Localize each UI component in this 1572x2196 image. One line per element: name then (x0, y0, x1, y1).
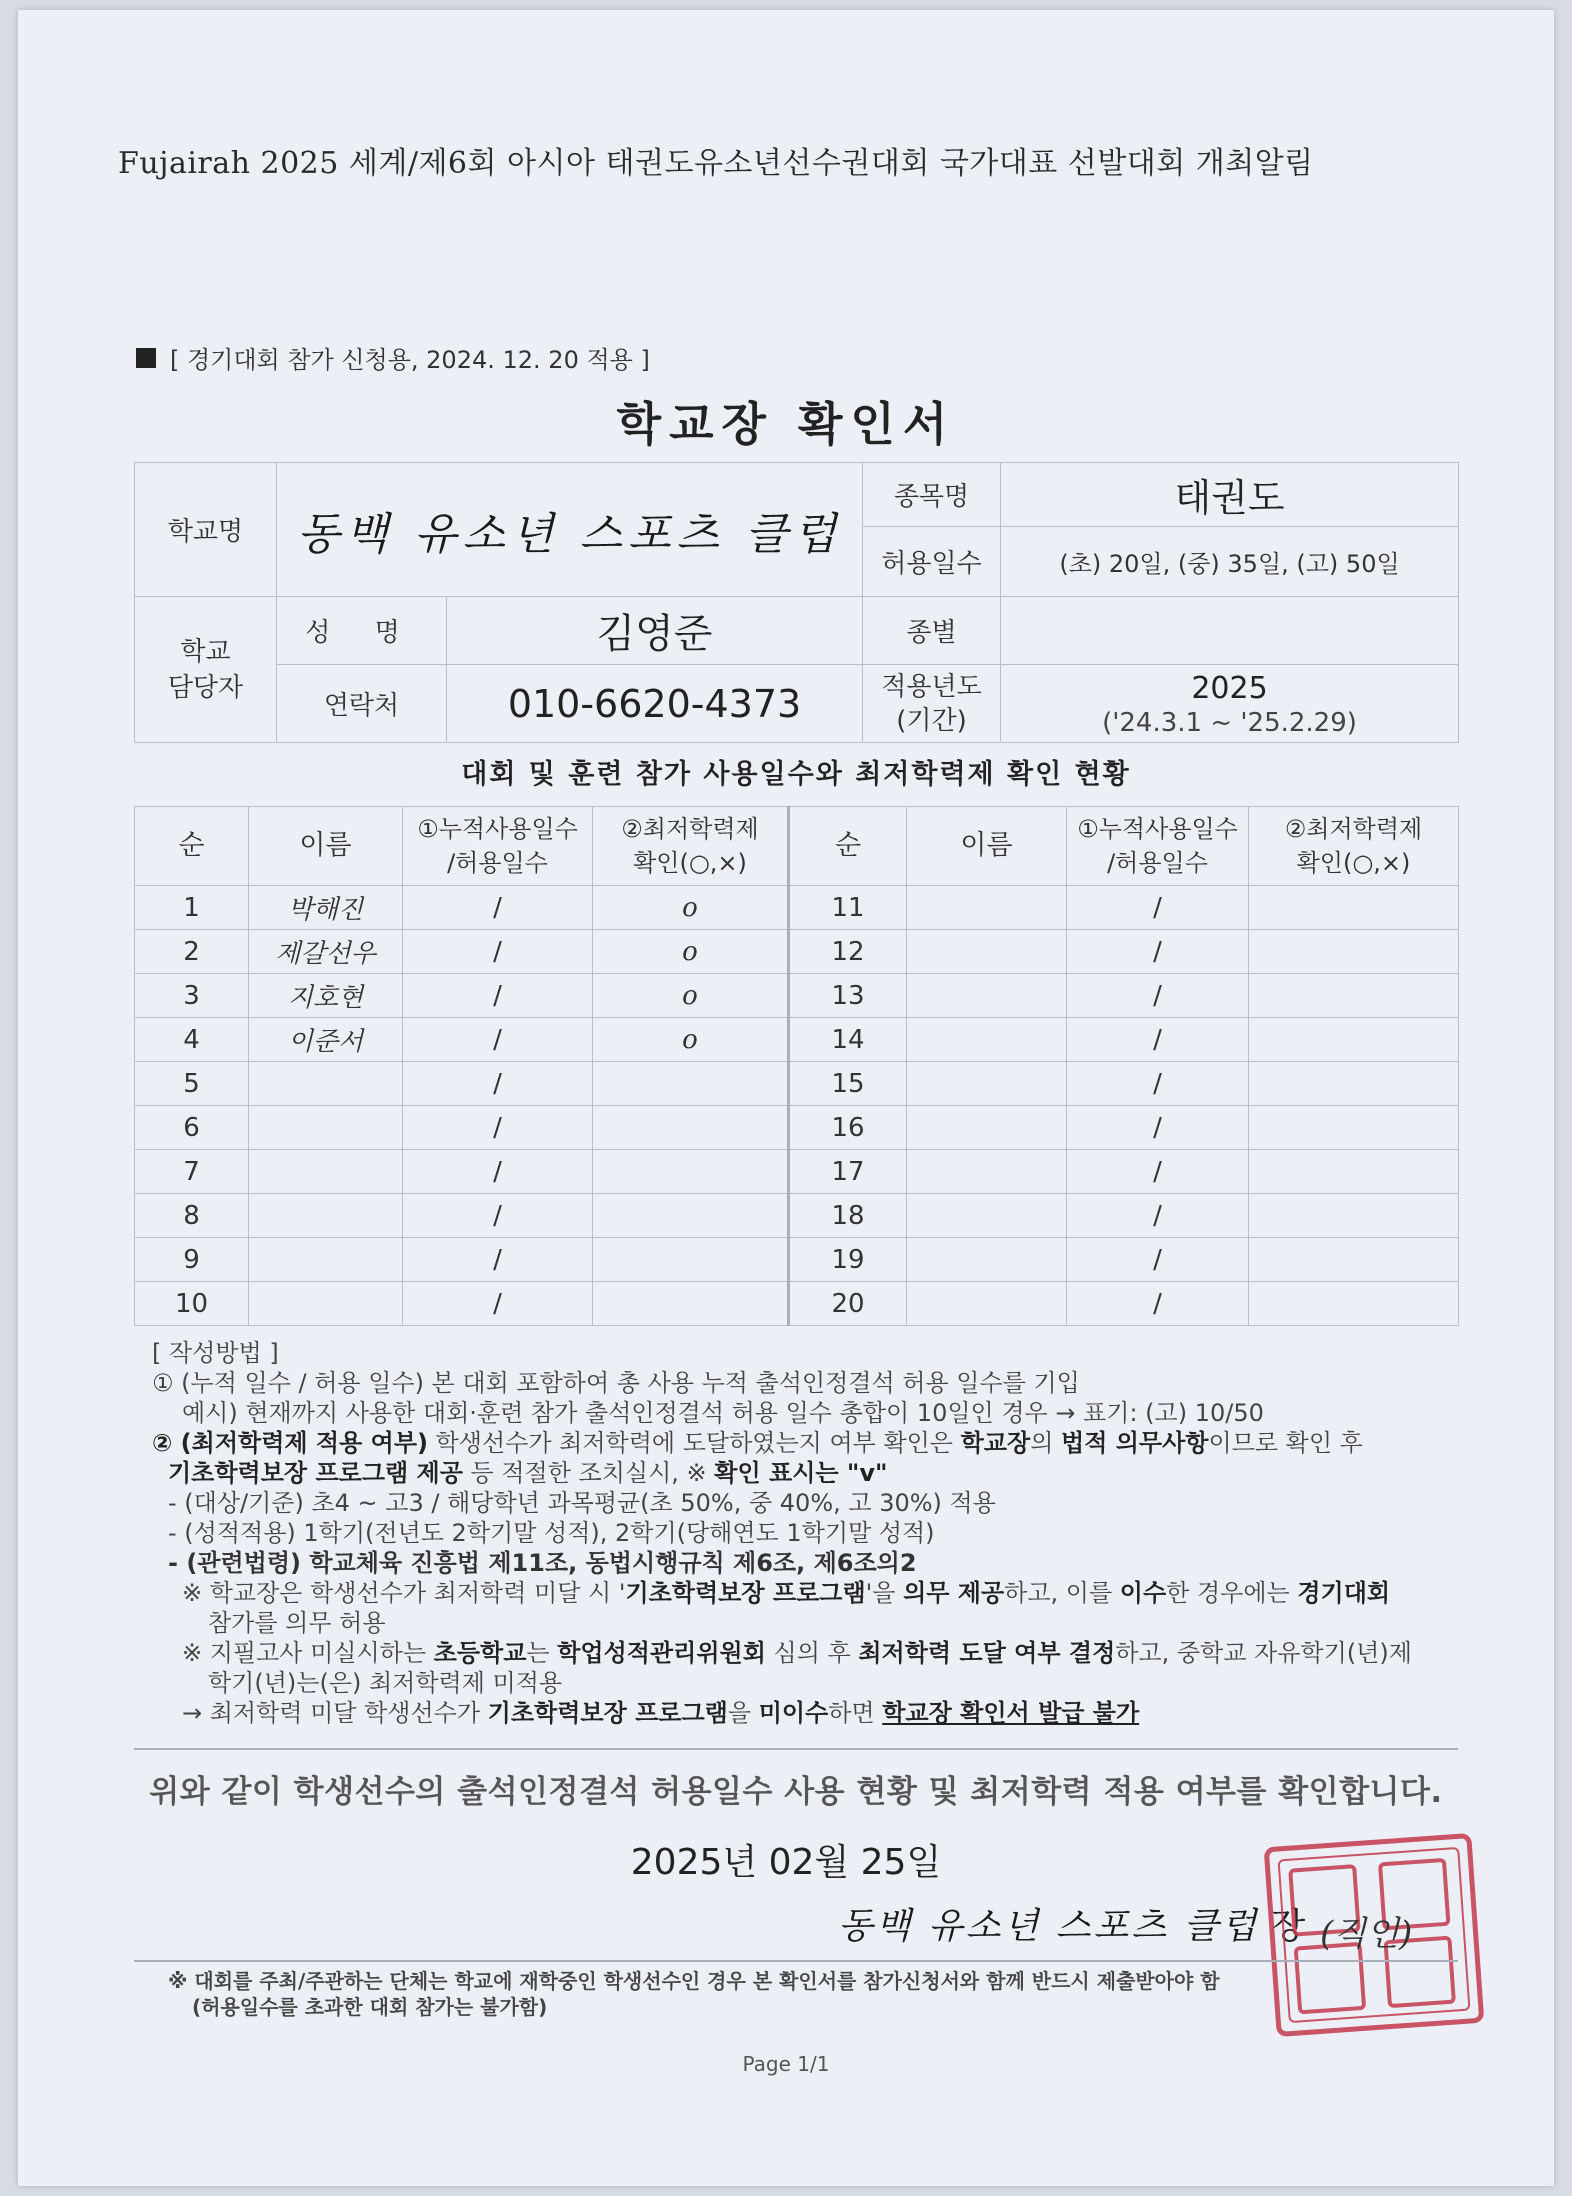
row-days: / (1067, 886, 1249, 930)
row-number: 20 (789, 1282, 907, 1326)
school-name-handwriting: 동백 유소년 스포츠 클럽 (297, 508, 842, 560)
row-check-mark (1249, 1282, 1459, 1326)
participants-section-title: 대회 및 훈련 참가 사용일수와 최저학력제 확인 현황 (461, 759, 1131, 790)
year-value: 2025 (1191, 670, 1268, 706)
announcement-header: Fujairah 2025 세계/제6회 아시아 태권도유소년선수권대회 국가대표 선발대회 개최알림 (118, 146, 1314, 181)
row-days: / (403, 1194, 593, 1238)
col-header-no-2: 순 (789, 807, 907, 886)
row-name (907, 1238, 1067, 1282)
row-name (907, 886, 1067, 930)
period-value: ('24.3.1 ~ '25.2.29) (1102, 707, 1357, 738)
remark-2-bold-b: 학업성적관리위원회 (557, 1639, 766, 1667)
table-row (135, 1018, 1459, 1062)
table-row (135, 930, 1459, 974)
row-days: / (1067, 1282, 1249, 1326)
remark-2-c: 심의 후 (765, 1639, 859, 1667)
row-name (249, 1106, 403, 1150)
footnote (168, 1968, 1468, 2020)
row-days: / (403, 1018, 593, 1062)
footnote-divider (134, 1960, 1458, 1962)
footnote-line-1: ※ 대회를 주최/주관하는 단체는 학교에 재학중인 학생선수인 경우 본 확인서를 참가신청서와 함께 반드시 제출받아야 함 (168, 1969, 1220, 1993)
signature-line (838, 1898, 1305, 1949)
row-days: / (1067, 1194, 1249, 1238)
sport-label: 종목명 (863, 463, 1001, 527)
remark-1-b: '을 (865, 1579, 904, 1607)
row-name (249, 1194, 403, 1238)
row-days: / (403, 886, 593, 930)
row-check-mark (1249, 1238, 1459, 1282)
row-number: 9 (135, 1238, 249, 1282)
col-header-days-2: ①누적사용일수 /허용일수 (1067, 807, 1249, 886)
confirm-divider (134, 1748, 1458, 1750)
row-number: 13 (789, 974, 907, 1018)
row-days: / (403, 1106, 593, 1150)
row-name (907, 1194, 1067, 1238)
table-row (135, 1062, 1459, 1106)
row-check-mark (1249, 1018, 1459, 1062)
row-check-mark (1249, 1194, 1459, 1238)
remark-1-bold-d: 경기대회 (1297, 1579, 1391, 1607)
criteria-grades: - (성적적용) 1학기(전년도 2학기말 성적), 2학기(당해연도 1학기말 성적) (168, 1519, 935, 1547)
remark-1 (152, 1578, 1472, 1608)
instruction-1-example: 예시) 현재까지 사용한 대회·훈련 참가 출석인정결석 허용 일수 총합이 10일인 경우 → 표기: (고) 10/50 (182, 1399, 1264, 1427)
row-name (249, 1238, 403, 1282)
remark-1-a: ※ 학교장은 학생선수가 최저학력 미달 시 ' (182, 1579, 626, 1607)
page-number: Page 1/1 (742, 2052, 830, 2076)
row-days: / (1067, 1150, 1249, 1194)
instruction-2-cont (152, 1458, 1472, 1488)
row-check-mark (593, 1150, 789, 1194)
instruction-1-label: ① (누적 일수 / 허용 일수) (152, 1369, 424, 1397)
row-number: 4 (135, 1018, 249, 1062)
instruction-2-bold-d: 확인 표시는 "v" (714, 1459, 888, 1487)
signer-suffix: 장 (1270, 1906, 1306, 1947)
school-info-table (134, 462, 1459, 743)
criteria-law: - (관련법령) 학교체육 진흥법 제11조, 동법시행규칙 제6조, 제6조의2 (168, 1549, 917, 1577)
instruction-2-bold-b: 법적 의무사항 (1061, 1429, 1209, 1457)
instruction-1-text: 본 대회 포함하여 총 사용 누적 출석인정결석 허용 일수를 기입 (423, 1369, 1080, 1397)
instruction-1 (152, 1368, 1472, 1398)
school-name-value (277, 463, 863, 597)
table-row (135, 1106, 1459, 1150)
instruction-2-label: ② (최저학력제 적용 여부) (152, 1429, 428, 1457)
remark-3-bold-a: 기초학력보장 프로그램 (487, 1699, 728, 1727)
instruction-2-text-b: 의 (1030, 1429, 1062, 1457)
seal-label: (직인) (1320, 1914, 1413, 1954)
row-name: 제갈선우 (249, 930, 403, 974)
row-check-mark (1249, 1150, 1459, 1194)
allowed-days-value: (초) 20일, (중) 35일, (고) 50일 (1001, 527, 1459, 597)
row-days: / (403, 974, 593, 1018)
row-days: / (1067, 974, 1249, 1018)
row-check-mark (1249, 1062, 1459, 1106)
instruction-2-text-a: 학생선수가 최저학력에 도달하였는지 여부 확인은 (427, 1429, 961, 1457)
instruction-2-bold-c: 기초학력보장 프로그램 제공 (168, 1459, 463, 1487)
instruction-2-text-d: 등 적절한 조치실시, ※ (462, 1459, 715, 1487)
row-number: 18 (789, 1194, 907, 1238)
row-number: 12 (789, 930, 907, 974)
row-name (907, 1150, 1067, 1194)
footnote-line-2: (허용일수를 초과한 대회 참가는 불가함) (192, 1995, 548, 2019)
row-days: / (1067, 1018, 1249, 1062)
form-usage-tag (136, 340, 650, 375)
row-number: 19 (789, 1238, 907, 1282)
instruction-2-text-c: 이므로 확인 후 (1208, 1429, 1363, 1457)
row-check-mark: o (593, 930, 789, 974)
col-header-name: 이름 (249, 807, 403, 886)
remark-1-bold-b: 의무 제공 (903, 1579, 1005, 1607)
instructions-block (152, 1338, 1472, 1728)
col-header-check-2: ②최저학력제 확인(○,×) (1249, 807, 1459, 886)
remark-2-cont: 학기(년)는(은) 최저학력제 미적용 (208, 1669, 563, 1697)
row-name (249, 1150, 403, 1194)
row-name: 지호현 (249, 974, 403, 1018)
remark-2-d: 하고, 중학교 자유학기(년)제 (1115, 1639, 1412, 1667)
row-check-mark (1249, 974, 1459, 1018)
row-number: 17 (789, 1150, 907, 1194)
remark-3-b: 을 (727, 1699, 759, 1727)
table-row (135, 1282, 1459, 1326)
row-name (907, 974, 1067, 1018)
row-days: / (403, 1238, 593, 1282)
row-number: 10 (135, 1282, 249, 1326)
row-number: 3 (135, 974, 249, 1018)
row-check-mark (1249, 886, 1459, 930)
row-name (907, 930, 1067, 974)
row-days: / (403, 930, 593, 974)
table-row (135, 974, 1459, 1018)
remark-2 (152, 1638, 1472, 1668)
row-name: 박해진 (249, 886, 403, 930)
row-check-mark (593, 1194, 789, 1238)
allowed-days-label: 허용일수 (863, 527, 1001, 597)
table-row (135, 1238, 1459, 1282)
row-name (907, 1106, 1067, 1150)
remark-1-bold-a: 기초학력보장 프로그램 (625, 1579, 866, 1607)
square-bullet-icon (136, 348, 156, 368)
row-check-mark (1249, 930, 1459, 974)
row-check-mark (593, 1282, 789, 1326)
remark-2-bold-c: 최저학력 도달 여부 결정 (858, 1639, 1116, 1667)
remark-3-bold-b: 미이수 (758, 1699, 829, 1727)
remark-3-underline: 학교장 확인서 발급 불가 (882, 1699, 1140, 1727)
row-name (907, 1018, 1067, 1062)
person-name-value: 김영준 (447, 597, 863, 665)
school-name-label: 학교명 (135, 463, 277, 597)
row-days: / (1067, 1238, 1249, 1282)
row-days: / (1067, 1106, 1249, 1150)
row-check-mark: o (593, 886, 789, 930)
row-number: 15 (789, 1062, 907, 1106)
col-header-no: 순 (135, 807, 249, 886)
phone-value: 010-6620-4373 (447, 665, 863, 743)
row-number: 14 (789, 1018, 907, 1062)
criteria-target: - (대상/기준) 초4 ~ 고3 / 해당학년 과목평균(초 50%, 중 40%, 고 30%) 적용 (168, 1489, 996, 1517)
row-name (249, 1282, 403, 1326)
row-name (907, 1062, 1067, 1106)
year-label: 적용년도 (기간) (863, 665, 1001, 743)
row-number: 2 (135, 930, 249, 974)
confirmation-statement: 위와 같이 학생선수의 출석인정결석 허용일수 사용 현황 및 최저학력 적용 여부를 확인합니다. (149, 1774, 1443, 1810)
remark-1-bold-c: 이수 (1119, 1579, 1167, 1607)
remark-1-cont: 참가를 의무 허용 (208, 1609, 386, 1637)
row-number: 8 (135, 1194, 249, 1238)
row-check-mark (593, 1106, 789, 1150)
col-header-name-2: 이름 (907, 807, 1067, 886)
row-days: / (1067, 1062, 1249, 1106)
instruction-2 (152, 1428, 1472, 1458)
gender-label: 종별 (863, 597, 1001, 665)
row-check-mark (593, 1062, 789, 1106)
confirmation-date: 2025년 02월 25일 (630, 1842, 942, 1883)
instructions-heading: [ 작성방법 ] (152, 1339, 279, 1367)
row-check-mark (593, 1238, 789, 1282)
row-name: 이준서 (249, 1018, 403, 1062)
remark-1-d: 한 경우에는 (1166, 1579, 1298, 1607)
row-number: 6 (135, 1106, 249, 1150)
document-page (18, 10, 1554, 2186)
col-header-check: ②최저학력제 확인(○,×) (593, 807, 789, 886)
row-name (249, 1062, 403, 1106)
row-name (907, 1282, 1067, 1326)
year-cell (1001, 665, 1459, 743)
document-title: 학교장 확인서 (616, 397, 956, 451)
row-days: / (403, 1282, 593, 1326)
remark-3 (152, 1698, 1472, 1728)
contact-person-label: 학교 담당자 (135, 597, 277, 743)
row-days: / (403, 1150, 593, 1194)
row-check-mark: o (593, 974, 789, 1018)
row-number: 7 (135, 1150, 249, 1194)
row-number: 11 (789, 886, 907, 930)
remark-2-b: 는 (526, 1639, 558, 1667)
gender-value (1001, 597, 1459, 665)
signer-handwriting: 동백 유소년 스포츠 클럽 (838, 1906, 1260, 1947)
form-usage-text: [ 경기대회 참가 신청용, 2024. 12. 20 적용 ] (170, 346, 650, 374)
row-number: 1 (135, 886, 249, 930)
phone-label: 연락처 (277, 665, 447, 743)
table-row (135, 886, 1459, 930)
row-number: 5 (135, 1062, 249, 1106)
col-header-days: ①누적사용일수 /허용일수 (403, 807, 593, 886)
remark-3-c: 하면 (828, 1699, 883, 1727)
participants-header-row (135, 807, 1459, 886)
participants-table (134, 806, 1459, 1326)
row-days: / (403, 1062, 593, 1106)
instruction-2-bold-a: 학교장 (960, 1429, 1031, 1457)
remark-1-c: 하고, 이를 (1004, 1579, 1120, 1607)
remark-3-a: → 최저학력 미달 학생선수가 (182, 1699, 488, 1727)
person-name-label: 성 명 (277, 597, 447, 665)
row-number: 16 (789, 1106, 907, 1150)
remark-2-bold-a: 초등학교 (433, 1639, 527, 1667)
table-row (135, 1150, 1459, 1194)
table-row (135, 1194, 1459, 1238)
sport-value: 태권도 (1001, 463, 1459, 527)
remark-2-a: ※ 지필고사 미실시하는 (182, 1639, 434, 1667)
row-check-mark (1249, 1106, 1459, 1150)
row-days: / (1067, 930, 1249, 974)
row-check-mark: o (593, 1018, 789, 1062)
